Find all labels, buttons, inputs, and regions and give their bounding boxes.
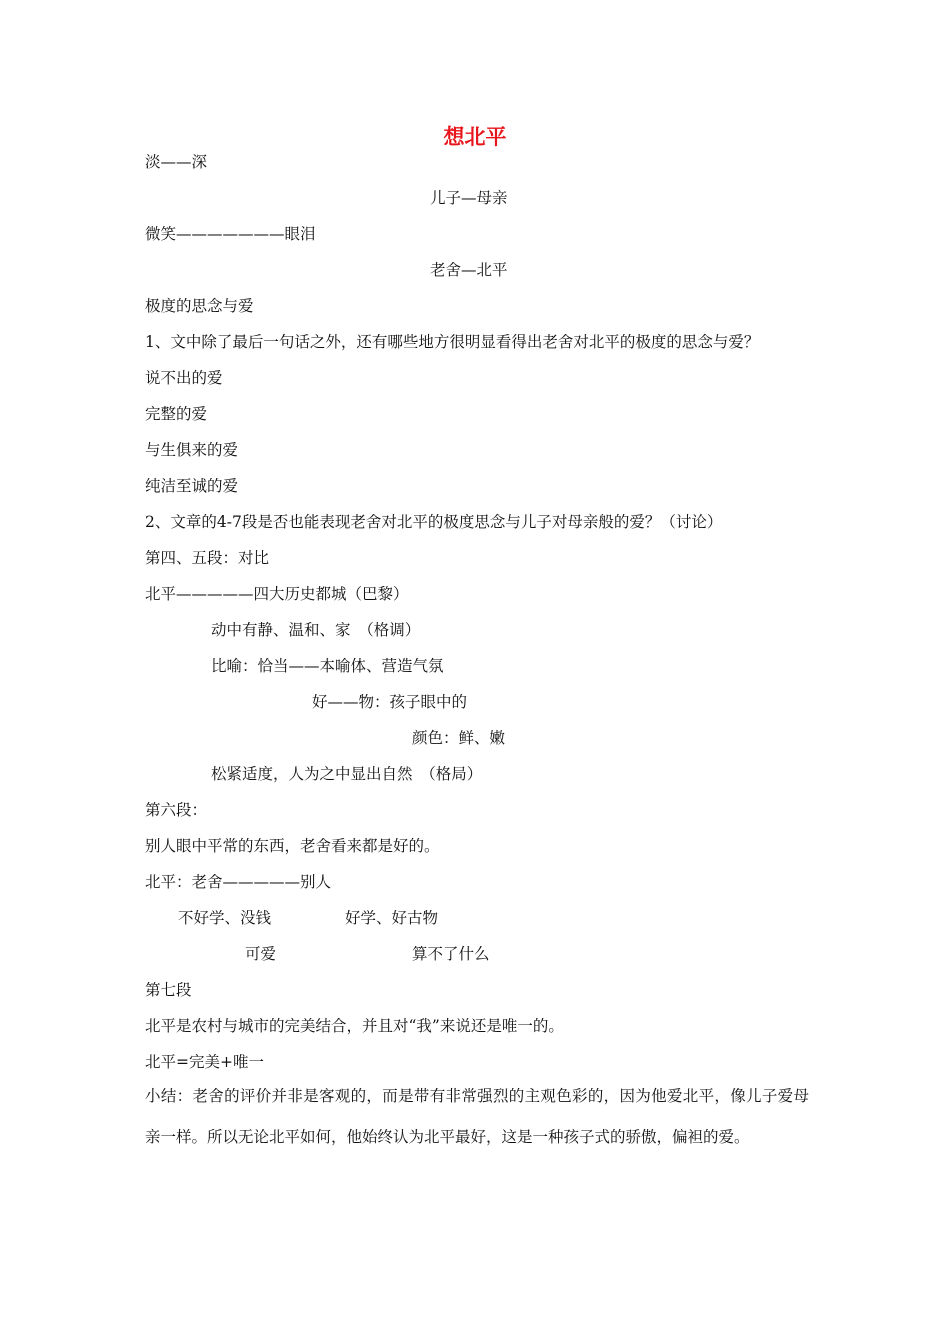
text-line: 说不出的爱 [145, 369, 223, 387]
text-line: 好学、好古物 [345, 909, 439, 927]
text-line: 好——物：孩子眼中的 [312, 693, 468, 711]
text-line: 北平—————四大历史都城（巴黎） [145, 585, 409, 603]
text-line: 极度的思念与爱 [145, 297, 254, 315]
text-line: 儿子—母亲 [430, 189, 508, 207]
text-line: 老舍—北平 [430, 261, 508, 279]
text-line: 松紧适度，人为之中显出自然 （格局） [211, 765, 483, 783]
text-line: 微笑———————眼泪 [145, 225, 316, 243]
text-line: 北平：老舍—————别人 [145, 873, 332, 891]
text-line: 与生俱来的爱 [145, 441, 239, 459]
section-heading: 第四、五段：对比 [145, 549, 270, 567]
text-line: 比喻：恰当——本喻体、营造气氛 [211, 657, 444, 675]
text-line: 北平=完美+唯一 [145, 1053, 264, 1071]
text-line: 完整的爱 [145, 405, 208, 423]
text-line: 动中有静、温和、家 （格调） [211, 621, 421, 639]
text-line: 北平是农村与城市的完美结合，并且对“我”来说还是唯一的。 [145, 1017, 564, 1035]
text-line: 别人眼中平常的东西，老舍看来都是好的。 [145, 837, 440, 855]
text-line: 颜色：鲜、嫩 [412, 729, 506, 747]
text-line: 算不了什么 [412, 945, 490, 963]
text-line: 不好学、没钱 [178, 909, 272, 927]
document-title: 想北平 [443, 125, 507, 149]
text-line: 可爱 [245, 945, 277, 963]
text-line: 纯洁至诚的爱 [145, 477, 239, 495]
question-2: 2、文章的4-7段是否也能表现老舍对北平的极度思念与儿子对母亲般的爱？（讨论） [145, 513, 723, 531]
section-heading: 第七段 [145, 981, 192, 999]
question-1: 1、文中除了最后一句话之外，还有哪些地方很明显看得出老舍对北平的极度的思念与爱？ [145, 333, 760, 351]
summary-paragraph: 小结：老舍的评价并非是客观的，而是带有非常强烈的主观色彩的，因为他爱北平，像儿子爱母亲一样。所以无论北平如何，他始终认为北平最好，这是一种孩子式的骄傲，偏袒的爱。 [145, 1087, 809, 1146]
section-heading: 第六段： [145, 801, 208, 819]
text-line: 淡——深 [145, 153, 208, 171]
